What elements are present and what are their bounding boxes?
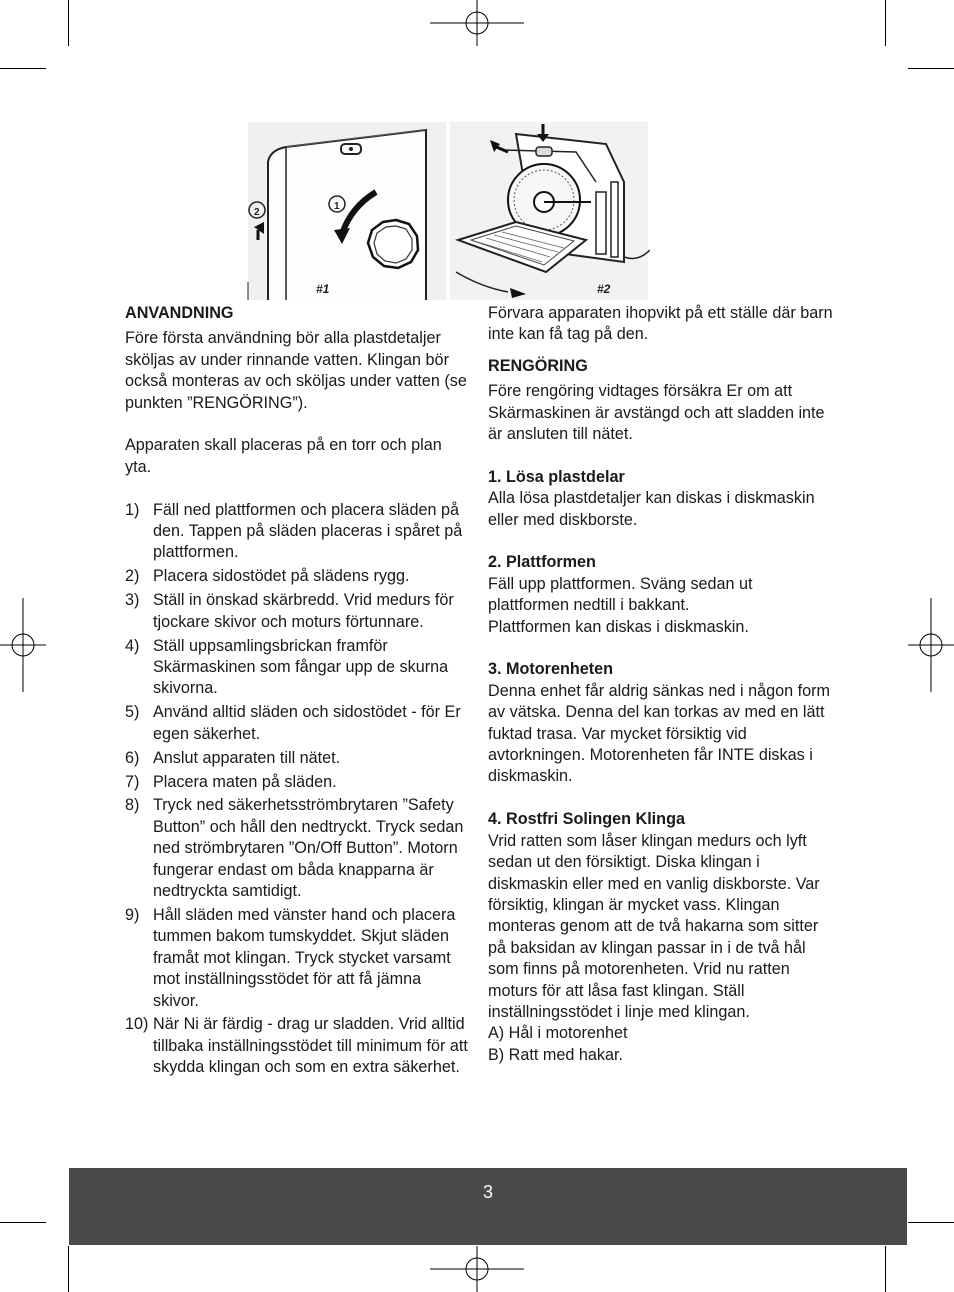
step-text: Placera maten på släden. xyxy=(153,772,337,791)
step-number: 5) xyxy=(125,703,140,722)
step-text: Placera sidostödet på slädens rygg. xyxy=(153,567,410,586)
registration-mark-bottom xyxy=(430,1246,524,1292)
step-text: Ställ in önskad skärbredd. Vrid medurs för tjockare skivor och moturs förtunnare. xyxy=(153,591,454,631)
step-text: Ställ uppsamlingsbrickan framför Skärmaskinen som fångar upp de skurna skivorna. xyxy=(153,636,449,698)
crop-mark xyxy=(908,68,954,69)
section-text: Fäll upp plattformen. Sväng sedan ut plattformen nedtill i bakkant. xyxy=(488,574,753,615)
step-text: Håll släden med vänster hand och placera tummen bakom tumskyddet. Skjut släden framåt mot klingan. Tryck stycket varsamt mot inställningsstödet för att få jämna skivor. xyxy=(153,905,456,1010)
list-item xyxy=(125,702,470,745)
registration-mark-top xyxy=(430,0,524,46)
list-item xyxy=(125,500,470,564)
step-number: 1) xyxy=(125,500,140,519)
step-number: 2) xyxy=(125,567,140,586)
crop-mark xyxy=(0,1222,46,1223)
page-number: 3 xyxy=(482,1182,493,1202)
step-number: 3) xyxy=(125,591,140,610)
svg-text:2: 2 xyxy=(254,207,260,218)
section-text: A) Hål i motorenhet xyxy=(488,1024,628,1043)
section-text: B) Ratt med hakar. xyxy=(488,1045,623,1064)
list-item xyxy=(125,636,470,700)
usage-steps xyxy=(125,500,470,1079)
list-item xyxy=(125,566,470,587)
list-item xyxy=(125,1014,470,1078)
footer-bar xyxy=(69,1168,907,1245)
section-title: 2. Plattformen xyxy=(488,553,596,572)
step-text: Anslut apparaten till nätet. xyxy=(153,748,341,767)
list-item xyxy=(125,748,470,769)
step-text: Använd alltid släden och sidostödet - för Er egen säkerhet. xyxy=(153,703,461,743)
list-item xyxy=(125,772,470,793)
svg-text:1: 1 xyxy=(334,201,340,212)
section-text: Vrid ratten som låser klingan medurs och lyft sedan ut den försiktigt. Diska klingan i diskmaskin eller med en vanlig diskborste. Var försiktig, klingan är mycket vass. Klingan monteras genom att de två hakarna som sitter på baksidan av klingan passar in i de två hål som finns på motorenheten. Vrid nu ratten moturs för att låsa fast klingan. Ställ inställningsstödet i linje med klingan. xyxy=(488,831,820,1021)
placement-text: Apparaten skall placeras på en torr och plan yta. xyxy=(125,436,442,476)
crop-mark xyxy=(885,1246,886,1292)
section-text: Denna enhet får aldrig sänkas ned i någon form av vätska. Denna del kan torkas av med en lätt fuktad trasa. Var mycket försiktig vid avtorkningen. Motorenheten får INTE diskas i diskmaskin. xyxy=(488,681,830,786)
storage-text: Förvara apparaten ihopvikt på ett ställe där barn inte kan få tag på den. xyxy=(488,304,833,344)
crop-mark xyxy=(885,0,886,46)
section-text: Plattformen kan diskas i diskmaskin. xyxy=(488,617,749,636)
list-item xyxy=(125,795,470,902)
usage-intro: Före första användning bör alla plastdetaljer sköljas av under rinnande vatten. Klingan bör också monteras av och sköljas under vatten (se punkten ”RENGÖRING”). xyxy=(125,329,467,412)
step-number: 8) xyxy=(125,796,140,815)
step-text: När Ni är färdig - drag ur sladden. Vrid alltid tillbaka inställningsstödet till minimum för att skydda klingan och som en extra säkerhet. xyxy=(153,1015,468,1077)
step-text: Tryck ned säkerhetsströmbrytaren ”Safety Button” och håll den nedtryckt. Tryck sedan ned strömbrytaren ”On/Off Button”. Motorn fungerar endast om båda knapparna är nedtryckta samtidigt. xyxy=(153,796,464,901)
step-number: 6) xyxy=(125,748,140,767)
right-column xyxy=(488,303,833,1066)
step-text: Fäll ned plattformen och placera släden på den. Tappen på släden placeras i spåret på plattformen. xyxy=(153,500,463,562)
cleaning-intro: Före rengöring vidtages försäkra Er om att Skärmaskinen är avstängd och att sladden inte är ansluten till nätet. xyxy=(488,382,825,444)
crop-mark xyxy=(68,0,69,46)
usage-heading: ANVANDNING xyxy=(125,304,234,322)
left-column xyxy=(125,303,470,1081)
crop-mark xyxy=(908,1222,954,1223)
list-item xyxy=(125,905,470,1012)
section-title: 4. Rostfri Solingen Klinga xyxy=(488,810,685,829)
step-number: 4) xyxy=(125,636,140,655)
crop-mark xyxy=(0,68,46,69)
list-item xyxy=(125,590,470,633)
step-number: 10) xyxy=(125,1015,149,1034)
registration-mark-left xyxy=(0,598,46,692)
cleaning-heading: RENGÖRING xyxy=(488,356,588,375)
section-title: 1. Lösa plastdelar xyxy=(488,467,625,486)
step-number: 7) xyxy=(125,772,140,791)
section-text: Alla lösa plastdetaljer kan diskas i diskmaskin eller med diskborste. xyxy=(488,489,815,529)
crop-mark xyxy=(68,1246,69,1292)
step-number: 9) xyxy=(125,905,140,924)
registration-mark-right xyxy=(908,598,954,692)
figure-2-label: #2 xyxy=(597,282,611,296)
section-title: 3. Motorenheten xyxy=(488,660,614,679)
figure-1-label: #1 xyxy=(316,282,330,296)
slicer-motor-drawing xyxy=(246,122,650,302)
slicer-illustrations xyxy=(246,122,650,302)
